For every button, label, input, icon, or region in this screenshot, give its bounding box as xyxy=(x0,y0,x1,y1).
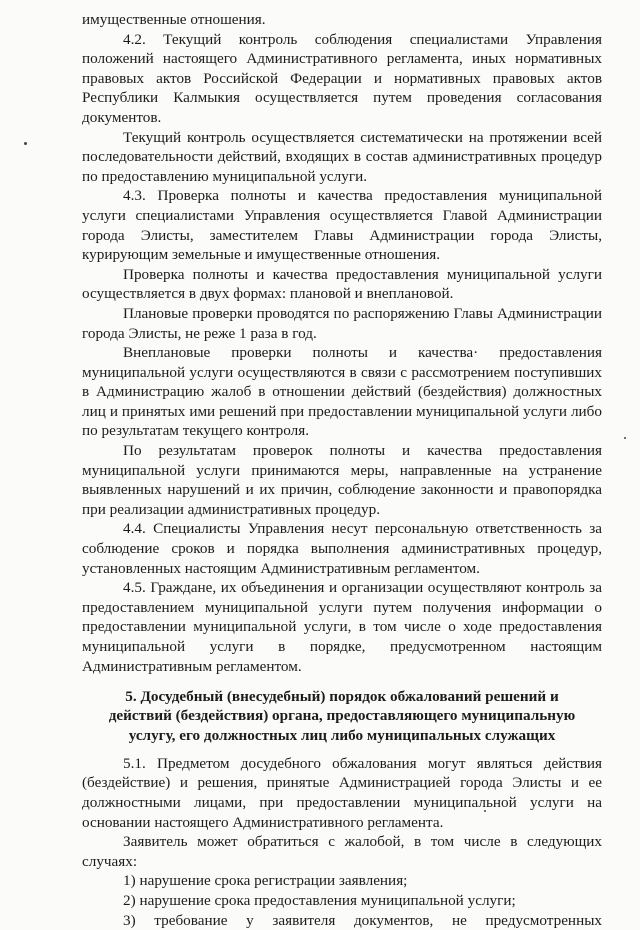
list-item: 2) нарушение срока предоставления муниципальной услуги; xyxy=(123,891,516,909)
section-heading-line: услугу, его должностных лиц либо муниципальных служащих xyxy=(128,726,556,744)
paragraph-5-1: 5.1. Предметом досудебного обжалования могут являться действия (бездействие) и решения, принятые Администрацией города Элисты и ее должностными лицами, при предоставлении муниципальной услуги на основании настоящего Административного регламента. xyxy=(82,754,602,831)
section-heading-line: действий (бездействия) органа, предоставляющего муниципальную xyxy=(108,707,576,725)
paragraph-4-4: 4.4. Специалисты Управления несут персональную ответственность за соблюдение сроков и порядка выполнения административных процедур, установленных настоящим Административным регламентом. xyxy=(82,520,602,577)
paragraph: По результатам проверок полноты и качества предоставления муниципальной услуги принимаются меры, направленные на устранение выявленных нарушений и их причин, соблюдение законности и правопорядка при реализации административных процедур. xyxy=(82,442,602,518)
paragraph: имущественные отношения. xyxy=(82,11,266,28)
paragraph-4-3: 4.3. Проверка полноты и качества предоставления муниципальной услуги специалистами Управления осуществляется Главой Администрации города Элисты, заместителем Главы Администрации города Элисты, курирующим земельные и имущественные отношения. xyxy=(82,187,602,264)
paragraph: Внеплановые проверки полноты и качества· предоставления муниципальной услуги осуществляются в связи с рассмотрением поступивших в Администрацию жалоб в отношении действий (бездействия) должностных лиц и принятых ими решений при предоставлении муниципальной услуги либо по результатам текущего контроля. xyxy=(82,344,602,440)
paragraph: Проверка полноты и качества предоставления муниципальной услуги осуществляется в двух формах: плановой и внеплановой. xyxy=(82,265,602,303)
paragraph: Текущий контроль осуществляется систематически на протяжении всей последовательности действий, входящих в состав административных процедур по предоставлению муниципальной услуги. xyxy=(82,128,602,185)
section-heading xyxy=(82,687,602,745)
paragraph: Заявитель может обратиться с жалобой, в том числе в следующих случаях: xyxy=(82,833,602,870)
paragraph: Плановые проверки проводятся по распоряжению Главы Администрации города Элисты, не реже 1 раза в год. xyxy=(82,304,602,342)
document-page xyxy=(82,10,602,930)
scan-speck xyxy=(624,437,626,439)
list-item: 3) требование у заявителя документов, не предусмотренных xyxy=(123,911,602,929)
scan-speck xyxy=(24,142,27,145)
section-heading-line: 5. Досудебный (внесудебный) порядок обжалований решений и xyxy=(125,688,559,706)
list-item: 1) нарушение срока регистрации заявления; xyxy=(123,872,408,890)
paragraph-4-5: 4.5. Граждане, их объединения и организации осуществляют контроль за предоставлением муниципальной услуги путем получения информации о предоставлении муниципальной услуги, в том числе о ходе предоставления муниципальной услуги в порядке, предусмотренном настоящим Административным регламентом. xyxy=(82,579,602,675)
paragraph-4-2: 4.2. Текущий контроль соблюдения специалистами Управления положений настоящего Административного регламента, иных нормативных правовых актов Российской Федерации и нормативных правовых актов Республики Калмыкия осуществляется путем проведения согласования документов. xyxy=(82,30,602,126)
